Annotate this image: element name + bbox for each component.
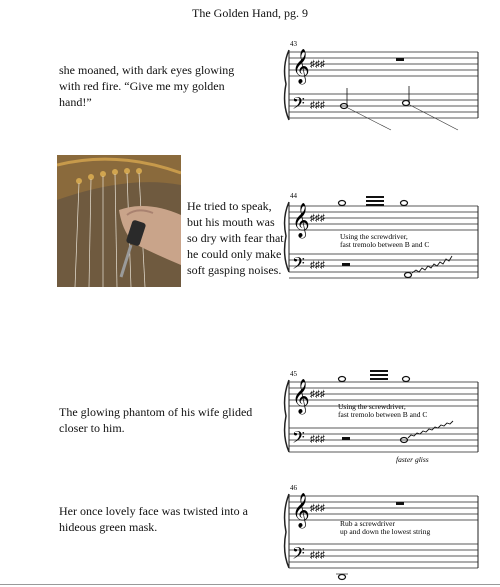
treble-clef-icon: 𝄞 xyxy=(292,380,310,413)
text-line: Her once lovely face was twisted into a xyxy=(59,504,248,518)
bass-clef-icon: 𝄢 xyxy=(292,429,305,451)
measure-number: 45 xyxy=(290,370,297,378)
whole-note-icon xyxy=(401,201,408,206)
bass-clef-icon: 𝄢 xyxy=(292,545,305,567)
glissando-wave xyxy=(412,256,452,273)
whole-note-icon xyxy=(339,201,346,206)
performance-note: Using the screwdriver, xyxy=(338,402,406,411)
narrative-text-2 xyxy=(187,198,284,278)
brace-icon xyxy=(285,380,289,452)
text-line: hideous green mask. xyxy=(59,520,158,534)
half-note-icon xyxy=(403,101,410,106)
whole-rest-icon xyxy=(396,58,404,61)
whole-note-icon xyxy=(405,273,412,278)
bass-clef-icon: 𝄢 xyxy=(292,95,305,117)
key-signature-icon: ♯♯♯ xyxy=(310,260,325,271)
whole-rest-icon xyxy=(396,502,404,505)
key-signature-icon: ♯♯♯ xyxy=(310,550,325,561)
measure-number: 43 xyxy=(290,40,297,48)
key-signature-icon: ♯♯♯ xyxy=(310,389,325,400)
music-system-45 xyxy=(286,364,482,464)
text-line: with red fire. “Give me my golden xyxy=(59,79,225,93)
text-line: soft gasping noises. xyxy=(187,263,282,277)
music-system-44 xyxy=(286,188,482,280)
measure-number: 44 xyxy=(290,192,297,200)
tremolo-beams-icon xyxy=(366,196,384,206)
harp-photo xyxy=(57,155,181,287)
key-signature-icon: ♯♯♯ xyxy=(310,213,325,224)
glissando-wave xyxy=(408,421,453,438)
half-rest-icon xyxy=(342,437,350,440)
narrative-text-3 xyxy=(59,404,252,436)
text-line: so dry with fear that xyxy=(187,231,284,245)
whole-note-icon xyxy=(339,575,346,580)
key-signature-icon: ♯♯♯ xyxy=(310,503,325,514)
glissando-line xyxy=(408,104,458,130)
measure-number: 46 xyxy=(290,484,297,492)
narrative-text-4 xyxy=(59,503,248,535)
half-rest-icon xyxy=(342,263,350,266)
whole-note-icon xyxy=(403,377,410,382)
performance-note: fast tremolo between B and C xyxy=(338,410,428,419)
text-line: he could only make xyxy=(187,247,282,261)
performance-note: fast tremolo between B and C xyxy=(340,240,430,249)
glissando-line xyxy=(346,107,391,130)
text-line: but his mouth was xyxy=(187,215,275,229)
brace-icon xyxy=(285,202,289,272)
performance-note: up and down the lowest string xyxy=(340,527,431,536)
whole-note-icon xyxy=(339,377,346,382)
narrative-text-1 xyxy=(59,62,234,110)
tempo-direction: faster gliss xyxy=(396,455,429,464)
text-line: hand!” xyxy=(59,95,92,109)
treble-clef-icon: 𝄞 xyxy=(292,494,310,527)
treble-clef-icon: 𝄞 xyxy=(292,204,310,237)
bass-clef-icon: 𝄢 xyxy=(292,255,305,277)
key-signature-icon: ♯♯♯ xyxy=(310,434,325,445)
brace-icon xyxy=(285,50,289,120)
text-line: she moaned, with dark eyes glowing xyxy=(59,63,235,77)
music-system-43 xyxy=(286,34,482,134)
performance-note: Using the screwdriver, xyxy=(340,232,408,241)
page-title: The Golden Hand, pg. 9 xyxy=(192,6,308,20)
page-edge-line xyxy=(0,584,500,585)
brace-icon xyxy=(285,494,289,568)
music-system-46 xyxy=(286,480,482,580)
tremolo-beams-icon xyxy=(370,370,388,380)
treble-clef-icon: 𝄞 xyxy=(292,50,310,83)
text-line: He tried to speak, xyxy=(187,199,272,213)
performance-note: Rub a screwdriver xyxy=(340,519,395,528)
key-signature-icon: ♯♯♯ xyxy=(310,59,325,70)
key-signature-icon: ♯♯♯ xyxy=(310,100,325,111)
text-line: closer to him. xyxy=(59,421,125,435)
text-line: The glowing phantom of his wife glided xyxy=(59,405,253,419)
